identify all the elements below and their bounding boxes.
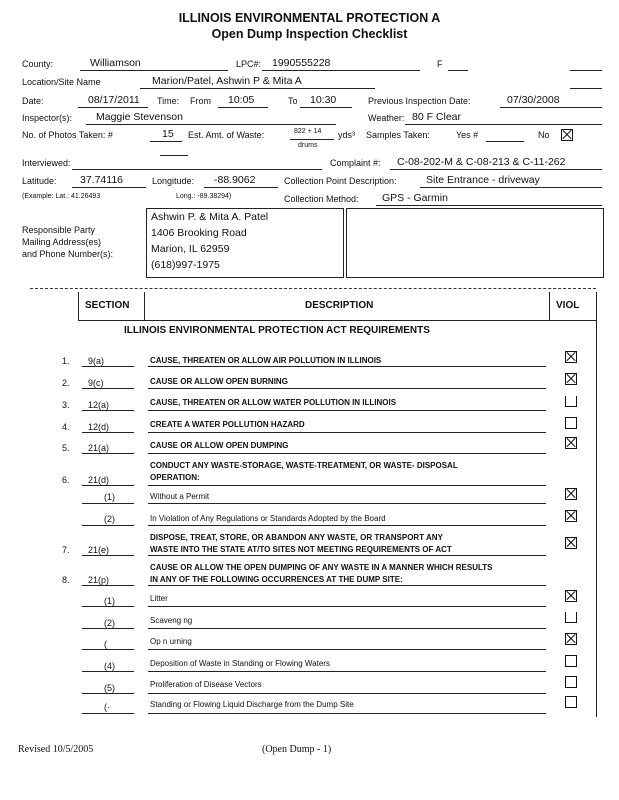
example-lat: (Example: Lat.: 41.26493 [22,193,101,200]
row-section: 12(a) [88,400,110,410]
viol-checkbox[interactable] [565,612,577,623]
table-right-border [596,292,597,717]
row-section: (5) [104,683,115,693]
row-section: 21(e) [88,545,110,555]
row-section: (4) [104,661,115,671]
viol-checkbox[interactable] [565,373,577,385]
collection-method-value[interactable]: GPS - Garmin [382,192,448,204]
samples-yes-label: Yes # [456,130,479,140]
row-description: CAUSE, THREATEN OR ALLOW WATER POLLUTION IN ILLINOIS [150,398,397,407]
viol-checkbox[interactable] [565,510,577,522]
samples-no-label: No [538,130,550,140]
row-description: Scaveng ng [150,616,193,625]
complaint-label: Complaint #: [330,158,381,168]
viol-checkbox[interactable] [565,633,577,645]
row-description-2: IN ANY OF THE FOLLOWING OCCURRENCES AT THE DUMP SITE: [150,575,403,584]
row-description: In Violation of Any Regulations or Standards Adopted by the Board [150,514,386,523]
complaint-value[interactable]: C-08-202-M & C-08-213 & C-11-262 [397,156,566,168]
collection-point-value[interactable]: Site Entrance - driveway [426,174,540,186]
row-description: CAUSE OR ALLOW OPEN DUMPING [150,441,289,450]
samples-no-checkbox[interactable] [561,129,573,141]
row-section: (2) [104,618,115,628]
date-label: Date: [22,96,44,106]
viol-checkbox[interactable] [565,488,577,500]
prev-inspection-label: Previous Inspection Date: [368,96,471,106]
row-number: 8. [62,575,70,585]
lpc-value[interactable]: 1990555228 [272,57,331,69]
location-value[interactable]: Marion/Patel, Ashwin P & Mita A [152,75,302,87]
row-description: Op n urning [150,637,192,646]
county-value[interactable]: Williamson [90,57,141,69]
viol-checkbox[interactable] [565,537,577,549]
viol-checkbox[interactable] [565,590,577,602]
responsible-line-2: 1406 Brooking Road [151,227,247,239]
viol-checkbox[interactable] [565,351,577,363]
row-description: Without a Permit [150,492,210,501]
row-section: 9(c) [88,378,104,388]
responsible-line-3: Marion, IL 62959 [151,243,230,255]
date-value[interactable]: 08/17/2011 [88,94,140,106]
viol-checkbox[interactable] [565,676,577,688]
interviewed-label: Interviewed: [22,158,71,168]
col-description-header: DESCRIPTION [305,300,374,311]
row-description: CAUSE OR ALLOW THE OPEN DUMPING OF ANY WASTE IN A MANNER WHICH RESULTS [150,563,493,572]
form-title: ILLINOIS ENVIRONMENTAL PROTECTION A [178,11,441,25]
county-label: County: [22,59,54,69]
photos-value[interactable]: 15 [162,128,174,140]
row-number: 5. [62,443,70,453]
time-from-label: From [190,96,211,106]
lpc-label: LPC#: [236,59,262,69]
row-section: 21(a) [88,443,110,453]
row-description: Proliferation of Disease Vectors [150,680,262,689]
responsible-address-box-2[interactable] [346,208,604,278]
row-section: (1) [104,596,115,606]
row-number: 6. [62,475,70,485]
region-label: F [437,59,443,69]
time-to-value[interactable]: 10:30 [310,94,337,106]
col-viol-header: VIOL [556,300,580,311]
prev-inspection-value[interactable]: 07/30/2008 [507,94,560,106]
longitude-label: Longitude: [152,176,195,186]
row-section: 9(a) [88,356,105,366]
row-section: 12(d) [88,422,110,432]
waste-label: Est. Amt. of Waste: [188,130,265,140]
inspectors-label: Inspector(s): [22,113,73,123]
row-section: 21(d) [88,475,110,485]
act-requirements-subheading: ILLINOIS ENVIRONMENTAL PROTECTION ACT REQUIREMENTS [124,325,430,336]
latitude-label: Latitude: [22,176,57,186]
responsible-line-4: (618)997-1975 [151,259,220,271]
row-section: ( [104,639,107,649]
row-number: 4. [62,422,70,432]
row-number: 2. [62,378,70,388]
row-number: 7. [62,545,70,555]
time-label: Time: [157,96,180,106]
responsible-label-3: and Phone Number(s): [22,249,114,259]
collection-point-label: Collection Point Description: [284,176,397,186]
waste-unit: yds³ [338,130,356,140]
viol-checkbox[interactable] [565,696,577,708]
row-description-2: OPERATION: [150,473,200,482]
row-description: CAUSE OR ALLOW OPEN BURNING [150,377,288,386]
revised-date: Revised 10/5/2005 [18,744,94,755]
viol-checkbox[interactable] [565,396,577,407]
responsible-address-box[interactable] [146,208,344,278]
waste-value[interactable]: 822 + 14 [294,128,322,135]
weather-value[interactable]: 80 F Clear [412,111,462,123]
row-description-2: WASTE INTO THE STATE AT/TO SITES NOT MEETING REQUIREMENTS OF ACT [150,545,452,554]
time-to-label: To [288,96,298,106]
table-top-rule [30,288,596,289]
row-description: Standing or Flowing Liquid Discharge from the Dump Site [150,700,354,709]
latitude-value[interactable]: 37.74116 [80,174,124,186]
example-long: Long.: -89.38294) [176,193,232,200]
viol-checkbox[interactable] [565,655,577,667]
photos-label: No. of Photos Taken: # [22,130,113,140]
row-section: (2) [104,514,115,524]
row-description: DISPOSE, TREAT, STORE, OR ABANDON ANY WASTE, OR TRANSPORT ANY [150,533,443,542]
row-section: (· [104,702,110,712]
viol-checkbox[interactable] [565,417,577,429]
collection-method-label: Collection Method: [284,194,359,204]
longitude-value[interactable]: -88.9062 [214,174,256,186]
waste-value-unit: drums [298,142,318,149]
col-section-header: SECTION [85,300,130,311]
row-description: CREATE A WATER POLLUTION HAZARD [150,420,305,429]
row-description: CAUSE, THREATEN OR ALLOW AIR POLLUTION IN ILLINOIS [150,356,382,365]
page-footer: (Open Dump - 1) [262,744,332,755]
row-section: (1) [104,492,115,502]
samples-label: Samples Taken: [366,130,430,140]
row-description: CONDUCT ANY WASTE-STORAGE, WASTE-TREATMENT, OR WASTE- DISPOSAL [150,461,458,470]
form-subtitle: Open Dump Inspection Checklist [211,27,408,41]
row-number: 1. [62,356,70,366]
responsible-line-1: Ashwin P. & Mita A. Patel [151,211,269,223]
row-description: Deposition of Waste in Standing or Flowing Waters [150,659,330,668]
row-section: 21(p) [88,575,110,585]
row-number: 3. [62,400,70,410]
time-from-value[interactable]: 10:05 [228,94,255,106]
responsible-label-2: Mailing Address(es) [22,237,102,247]
weather-label: Weather: [368,113,405,123]
responsible-label-1: Responsible Party [22,225,96,235]
row-description: Litter [150,594,168,603]
location-label: Location/Site Name [22,77,101,87]
inspectors-value[interactable]: Maggie Stevenson [96,111,183,123]
viol-checkbox[interactable] [565,437,577,449]
